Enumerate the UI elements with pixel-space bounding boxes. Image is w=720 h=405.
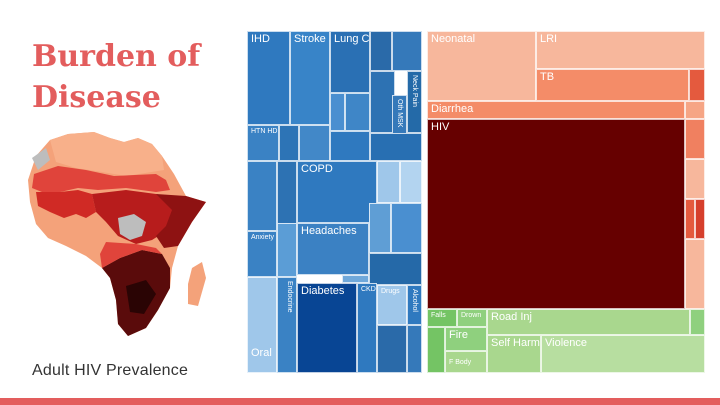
treemap-cell-comm-small-7 [685,239,705,309]
treemap-label-ckd: CKD [361,286,376,293]
treemap-label-endocrine: Endocrine [286,281,293,313]
treemap-cell-inj-small-1 [690,309,705,335]
treemap-cell-light-blue-2 [400,161,422,203]
treemap-cell-lri [536,31,705,69]
treemap-cell-light-blue-1 [377,161,400,203]
treemap-cell-f-body [445,351,487,373]
treemap-cell-small-blue-1 [370,31,392,71]
treemap-cell-blue-small-7 [369,253,422,285]
treemap-cell-blue-small-5 [391,203,422,253]
treemap-label-anxiety: Anxiety [251,234,274,241]
treemap-label-htn-hd: HTN HD [251,128,278,135]
treemap-cell-drown [457,309,487,327]
treemap-label-headaches: Headaches [301,225,357,237]
africa-hiv-prevalence-map [6,118,230,342]
slide-title: Burden of Disease [32,39,201,115]
treemap-cell-neonatal [427,31,536,101]
treemap-label-falls: Falls [431,312,446,319]
treemap-cell-copd [297,161,377,223]
treemap-cell-blue-mid-1 [279,125,299,161]
treemap-label-ihd: IHD [251,33,270,45]
treemap-cell-drugs [377,285,407,325]
treemap-label-stroke: Stroke [294,33,326,45]
treemap-cell-diabetes [297,283,357,373]
treemap-cell-violence [541,335,705,373]
treemap-cell-stroke [290,31,330,125]
treemap-cell-small-blue-2 [392,31,422,71]
treemap-cell-blue-left-1 [247,161,277,231]
treemap-label-diarrhea: Diarrhea [431,103,474,115]
treemap-cell-tb [536,69,689,101]
treemap-label-neck-pain: Neck Pain [411,75,418,107]
treemap-cell-comm-small-2 [685,101,705,119]
treemap-cell-comm-small-6 [695,199,705,239]
treemap-label-drown: Drown [461,312,482,319]
treemap-label-lri: LRI [540,33,558,45]
treemap-cell-other-cancers [330,93,345,131]
treemap-cell-inj-small-2 [427,327,445,373]
treemap-cell-other-cancers-2 [345,93,370,131]
treemap-cell-blue-left-2 [277,161,297,231]
treemap-label-f-body: F Body [449,359,472,366]
treemap-cell-ihd [247,31,290,125]
treemap-cell-neck-pain [407,71,422,133]
treemap-cell-hiv [427,119,685,309]
treemap-cell-falls [427,309,457,327]
treemap-cell-blue-bottom-1 [377,325,407,373]
treemap-cell-blue-small-4 [369,203,391,253]
treemap-label-oth-msk: Oth MSK [396,99,403,128]
treemap-cell-blue-small-6 [342,275,369,283]
treemap-label-alcohol: Alcohol [411,289,418,312]
treemap-cell-blue-left-3 [277,223,297,277]
treemap-cell-fire [445,327,487,351]
treemap-cell-anxiety [247,231,277,277]
treemap-cell-blue-mid-2 [299,125,330,161]
treemap-label-violence: Violence [545,337,587,349]
burden-of-disease-treemap [247,31,705,373]
treemap-label-copd: COPD [301,163,333,175]
treemap-cell-ckd [357,283,377,373]
bottom-accent-bar [0,398,720,405]
treemap-cell-endocrine [277,277,297,373]
treemap-cell-comm-small-4 [685,159,705,199]
treemap-cell-blue-mid-3 [330,131,370,161]
treemap-cell-blue-bottom-2 [407,325,422,373]
madagascar [188,262,206,306]
treemap-label-lung-c: Lung C [334,33,370,45]
map-caption: Adult HIV Prevalence [32,362,189,379]
treemap-cell-htn-hd [247,125,279,161]
treemap-label-oral: Oral [251,347,272,359]
treemap-label-neonatal: Neonatal [431,33,476,45]
treemap-label-hiv: HIV [431,121,450,133]
treemap-cell-oral [247,277,277,373]
treemap-label-drugs: Drugs [381,288,400,295]
treemap-label-tb: TB [540,71,555,83]
treemap-cell-alcohol [407,285,422,325]
treemap-cell-diarrhea [427,101,685,119]
treemap-label-diabetes: Diabetes [301,285,345,297]
treemap-cell-blue-mid-4 [370,133,422,161]
treemap-cell-comm-small-3 [685,119,705,159]
treemap-cell-headaches [297,223,369,275]
treemap-cell-self-harm [487,335,541,373]
treemap-label-road-inj: Road Inj [491,311,532,323]
treemap-cell-lung-c [330,31,370,93]
treemap-label-self-harm: Self Harm [491,337,540,349]
treemap-label-fire: Fire [449,329,468,341]
treemap-cell-comm-small-5 [685,199,695,239]
treemap-cell-road-inj [487,309,690,335]
treemap-cell-comm-small-1 [689,69,705,101]
